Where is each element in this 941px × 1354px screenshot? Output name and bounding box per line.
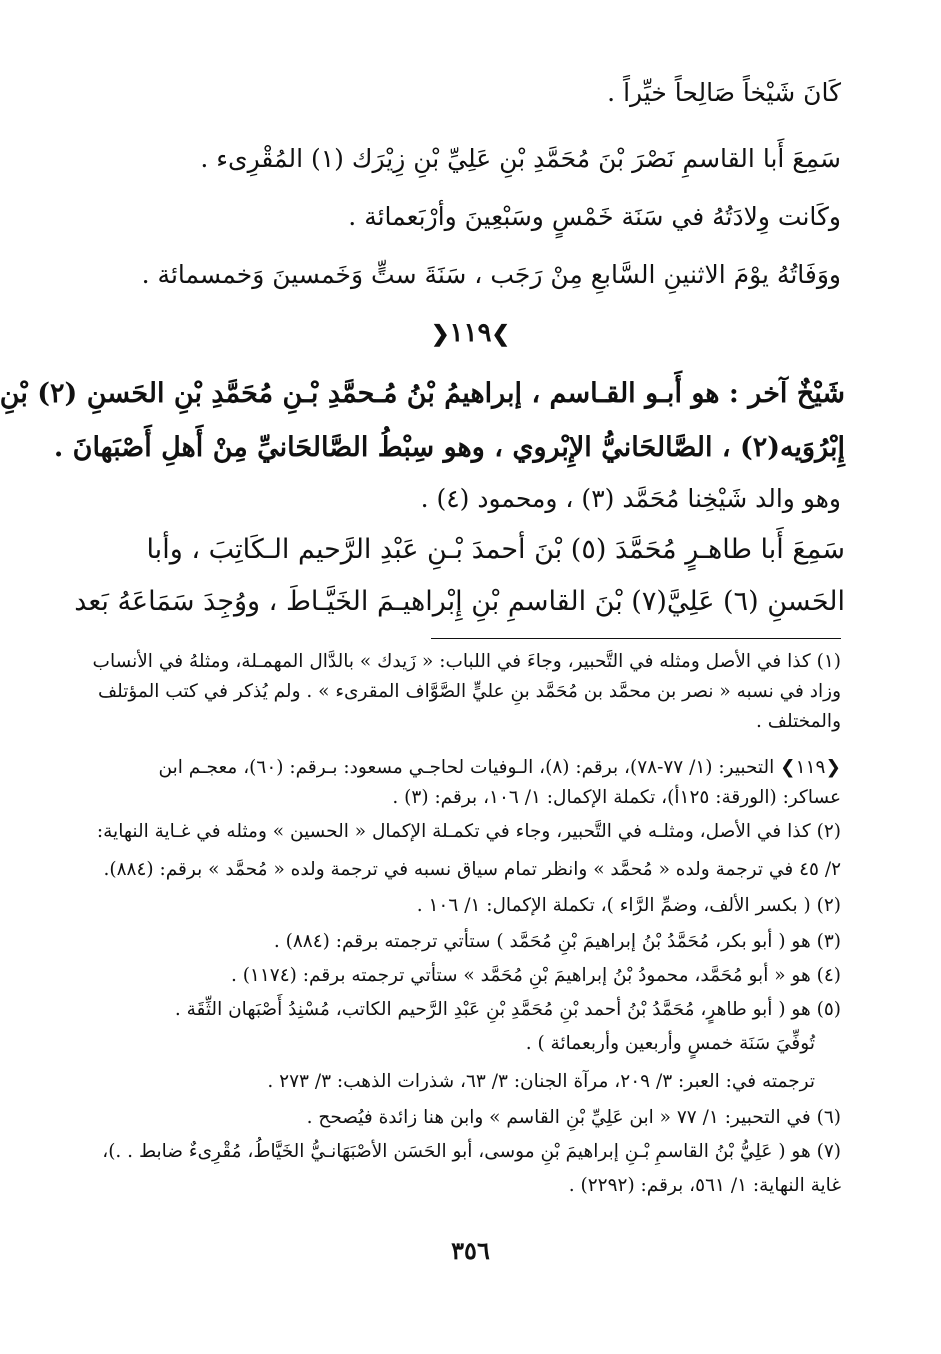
ornament-left-icon: ❮ — [431, 321, 450, 347]
footnote-line-12: تُوفِّيَ سَنَة خمسٍ وأربعين وأربعمائة ) . — [525, 1033, 815, 1054]
entry-line-2: سَمِعَ أَبا طاهـرٍ مُحَمَّدَ (٥) بْنَ أحمدَ بْـنِ عَبْدِ الرَّحيم الـكَاتِبَ ، وأبا — [146, 534, 845, 565]
entry-bold-line-2: إِبْرُوَيه(٢) ، الصَّالحَانيُّ الإِبْروي ، وهو سِبْطُ الصَّالحَانيِّ مِنْ أَهلِ أَصْبَهانَ . — [53, 432, 845, 463]
footnote-line-11: (٥) هو ( أبو طاهرٍ، مُحَمَّدُ بْنُ أحمد بْنِ مُحَمَّدِ بْنِ عَبْدِ الرَّحيم الكاتب، مُسْنِدُ أَصْبَهان الثِّقَة . — [174, 999, 841, 1020]
footnote-line-9: (٣) هو ( أبو بكر، مُحَمَّدُ بْنُ إبراهيمَ بْنِ مُحَمَّد ) ستأتي ترجمته برقم: (٨٨٤) . — [273, 931, 841, 952]
main-line-2: سَمِعَ أَبا القاسمِ نَصْرَ بْنَ مُحَمَّدِ بْنِ عَلِيِّ بْنِ زِيْرَك (١) المُقْرِىء . — [200, 144, 841, 173]
footnote-line-3: والمختلف . — [756, 711, 841, 732]
footnote-line-6: (٢) كذا في الأصل، ومثلـه في التَّحبير، وجاء في تكمـلة الإكمال « الحسين » ومثله في غـاية النهاية: — [96, 821, 841, 842]
footnote-line-15: (٧) هو ( عَلِيُّ بْنُ القاسمِ بْـنِ إبراهيمَ بْنِ موسى، أبو الحَسَن الأصْبَهَانـيُّ الخَيَّاطُ، مُقْرِىءٌ ضابط . .)، — [102, 1141, 841, 1162]
footnote-line-8: (٢) ( بكسر الألف، وضمِّ الرَّاء )، تكملة الإكمال: ١/ ١٠٦ . — [416, 895, 841, 916]
footnote-line-5: عساكر: (الورقة: ١٢٥أ)، تكملة الإكمال: ١/ ١٠٦، برقم: (٣) . — [392, 787, 841, 808]
main-line-4: ووَفَاتُهُ يوْمَ الاثنينِ السَّابعِ مِنْ رَجَب ، سَنَةَ ستٍّ وَخَمسينَ وَخمسمائة . — [141, 260, 841, 289]
main-line-1: كَانَ شَيْخاً صَالِحاً خيِّراً . — [607, 78, 841, 107]
entry-line-3: الحَسنِ (٦) عَلِيَّ(٧) بْنَ القاسمِ بْنِ إِبْراهيـمَ الخَيَّـاطَ ، ووُجِدَ سَمَاعَهُ بَعد — [74, 586, 845, 617]
footnote-line-10: (٤) هو « أبو مُحَمَّد، محمودُ بْنُ إبراهيمَ بْنِ مُحَمَّد » ستأتي ترجمته برقم: (١١٧٤) . — [230, 965, 841, 986]
footnote-line-1: (١) كذا في الأصل ومثله في التَّحبير، وجاءَ في اللباب: « زَيدك » بالدَّال المهمـلة، ومثلهُ في الأنساب — [92, 651, 841, 672]
footnote-line-2: وزاد في نسبه « نصر بن محمَّد بن مُحَمَّد بنِ عليٍّ الصَّوَّاف المقرىء » . ولم يُذكر في كتب المؤتلف — [97, 681, 841, 702]
entry-number: ١١٩ — [449, 318, 492, 348]
footnote-line-16: غاية النهاية: ١/ ٥٦١، برقم: (٢٢٩٢) . — [568, 1175, 841, 1196]
entry-number-heading — [0, 318, 941, 348]
footnote-line-14: (٦) في التحبير: ١/ ٧٧ « ابن عَلِيِّ بْنِ القاسم » وابن هنا زائدة فيُصحح . — [306, 1107, 841, 1128]
entry-bold-line-1: شَيْخٌ آخر : هو أَبـو القـاسم ، إبراهيمُ بْنُ مُـحمَّدِ بْـنِ مُحَمَّدِ بْنِ الحَسنِ (٢) بْنِ — [0, 378, 845, 409]
entry-line-1: وهو والد شَيْخِنا مُحَمَّد (٣) ، ومحمود (٤) . — [420, 484, 841, 513]
footnote-separator — [431, 638, 841, 639]
footnote-line-7: ٢/ ٤٥ في ترجمة ولده « مُحمَّد » وانظر تمام سياق نسبه في ترجمة ولده « مُحمَّد » برقم: (٨٨٤). — [103, 859, 841, 880]
ornament-right-icon: ❯ — [491, 321, 510, 347]
footnote-line-4: ❮١١٩❯ التحبير: (١/ ٧٧-٧٨)، برقم: (٨)، الـوفيات لحاجـي مسعود: بـرقم: (٦٠)، معجـم ابن — [158, 757, 841, 778]
footnote-line-13: ترجمته في: العبر: ٣/ ٢٠٩، مرآة الجنان: ٣/ ٦٣، شذرات الذهب: ٣/ ٢٧٣ . — [267, 1071, 815, 1092]
main-line-3: وكَانت وِلادَتُهُ في سَنَة خَمْسٍ وسَبْعِينَ وأرْبَعمائة . — [348, 202, 841, 231]
page-number: ٣٥٦ — [451, 1236, 490, 1265]
